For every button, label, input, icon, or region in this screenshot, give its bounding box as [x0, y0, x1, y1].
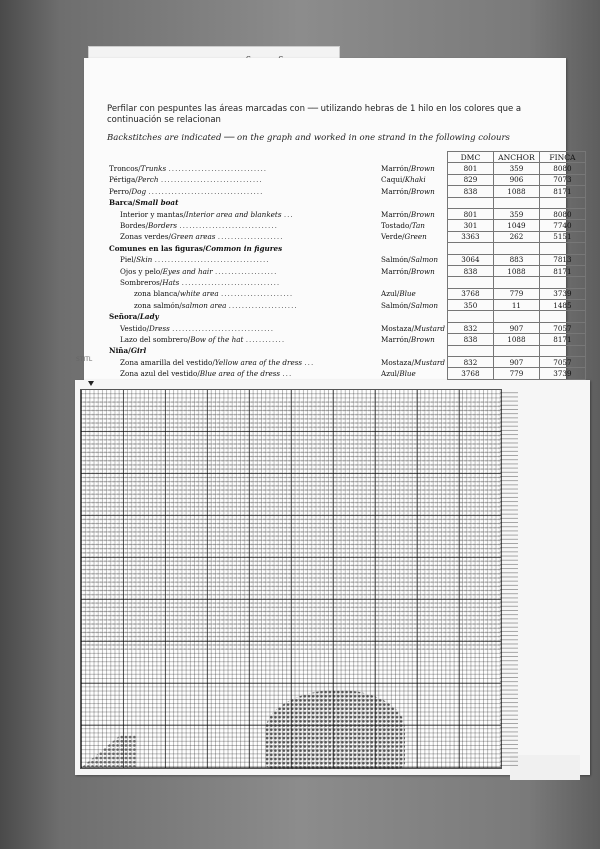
element-label-en: Skin: [136, 255, 153, 265]
table-row: [107, 220, 585, 231]
color-name-es: Azul/: [381, 369, 400, 379]
color-name-es: Marrón/: [381, 164, 411, 174]
finca-code: 7057: [539, 322, 585, 333]
color-name: [379, 174, 447, 185]
color-name-en: Brown: [410, 266, 435, 276]
grid-continuation: [500, 389, 518, 767]
color-name: [379, 208, 447, 219]
finca-code: 3739: [539, 288, 585, 299]
section-label-es: Barca/: [109, 198, 136, 208]
color-name-es: Verde/: [381, 232, 405, 242]
finca-code: [539, 277, 585, 288]
table-row: [107, 174, 585, 185]
leader-dots: ..............................: [181, 277, 281, 287]
element-label-es: Sombreros/: [120, 277, 163, 287]
element-label: [107, 288, 379, 299]
color-name: [379, 368, 447, 379]
table-row: [107, 163, 585, 174]
color-name-en: Brown: [410, 334, 435, 344]
leader-dots: ...................: [214, 266, 278, 276]
anchor-code: 1088: [493, 186, 539, 197]
dmc-code: 801: [447, 163, 493, 174]
element-label-es: zona salmón/: [134, 300, 182, 310]
dmc-code: 350: [447, 300, 493, 311]
color-name: [379, 163, 447, 174]
element-label-en: white area: [179, 289, 219, 299]
finca-code: 8171: [539, 186, 585, 197]
stitch-symbols-cluster: [265, 690, 405, 770]
anchor-code: 883: [493, 254, 539, 265]
leader-dots: ...............................: [172, 323, 274, 333]
finca-code: 7057: [539, 357, 585, 368]
color-name-en: Green: [404, 232, 427, 242]
section-label: [107, 311, 379, 322]
color-name-es: Marrón/: [381, 209, 411, 219]
section-label-es: Señora/: [109, 312, 140, 322]
element-label: [107, 277, 379, 288]
element-label: [107, 334, 379, 345]
dmc-code: 3768: [447, 368, 493, 379]
color-name: [379, 277, 447, 288]
element-label: [107, 174, 379, 185]
header-anchor: ANCHOR: [493, 152, 539, 163]
anchor-code: 907: [493, 357, 539, 368]
element-label-en: Perch: [137, 175, 159, 185]
section-label-en: Common in figures: [205, 243, 283, 253]
element-label-es: Ojos y pelo/: [120, 266, 163, 276]
element-label: [107, 163, 379, 174]
color-name-en: Salmon: [410, 255, 438, 265]
dmc-code: 301: [447, 220, 493, 231]
element-label-es: Bordes/: [120, 221, 149, 231]
color-name-es: Azul/: [381, 289, 400, 299]
anchor-code: 262: [493, 231, 539, 242]
anchor-code: 359: [493, 208, 539, 219]
color-name-en: Brown: [410, 186, 435, 196]
leader-dots: ...: [283, 209, 294, 219]
leader-dots: ...: [282, 369, 293, 379]
color-name: [379, 254, 447, 265]
color-name-en: Khaki: [404, 175, 426, 185]
table-row: [107, 277, 585, 288]
anchor-code: 1088: [493, 265, 539, 276]
color-name-es: Salmón/: [381, 300, 411, 310]
leader-dots: ...............................: [160, 175, 263, 185]
element-label: [107, 220, 379, 231]
margin-note: STITL: [76, 356, 93, 363]
finca-code: 3739: [539, 368, 585, 379]
element-label-en: Blue area of the dress: [199, 369, 281, 379]
chart-center-arrow-icon: [88, 381, 94, 386]
element-label-en: Dog: [131, 186, 147, 196]
table-row: [107, 254, 585, 265]
color-name-es: Tostado/: [381, 221, 412, 231]
element-label-es: Perro/: [109, 186, 132, 196]
element-label-es: Zona azul del vestido/: [120, 369, 200, 379]
element-label-es: Piel/: [120, 255, 137, 265]
finca-code: 8171: [539, 334, 585, 345]
anchor-code: 907: [493, 322, 539, 333]
intro-english: Backstitches are indicated ── on the graph and worked in one strand in the following colours: [107, 133, 510, 143]
element-label-en: Bow of the hat: [190, 334, 244, 344]
color-name: [379, 220, 447, 231]
element-label: [107, 368, 379, 379]
header-dmc: DMC: [447, 152, 493, 163]
color-name: [379, 300, 447, 311]
element-label-es: Zonas verdes/: [120, 232, 171, 242]
color-name-en: Mustard: [414, 357, 445, 367]
finca-code: 1485: [539, 300, 585, 311]
dmc-code: [447, 277, 493, 288]
color-name-es: Caqui/: [381, 175, 405, 185]
color-name: [379, 265, 447, 276]
element-label-es: zona blanca/: [134, 289, 180, 299]
element-label-es: Zona amarilla del vestido/: [120, 357, 215, 367]
anchor-code: 11: [493, 300, 539, 311]
color-name-es: Marrón/: [381, 334, 411, 344]
element-label: [107, 300, 379, 311]
color-name-en: Tan: [411, 221, 425, 231]
section-label: [107, 345, 379, 356]
color-name: [379, 334, 447, 345]
element-label: [107, 357, 379, 368]
table-header-row: [107, 152, 585, 163]
color-name-en: Salmon: [410, 300, 438, 310]
dmc-code: 3363: [447, 231, 493, 242]
leader-dots: ............: [245, 334, 286, 344]
color-name-es: Mostaza/: [381, 323, 415, 333]
leader-dots: ...: [304, 357, 315, 367]
section-header-row: [107, 243, 585, 254]
element-label: [107, 231, 379, 242]
section-label-en: Small boat: [135, 198, 179, 208]
element-label: [107, 208, 379, 219]
element-label-en: Yellow area of the dress: [214, 357, 303, 367]
element-label: [107, 186, 379, 197]
section-label: [107, 197, 379, 208]
color-name-en: Blue: [399, 289, 416, 299]
dmc-code: 3768: [447, 288, 493, 299]
anchor-code: 779: [493, 288, 539, 299]
anchor-code: 1088: [493, 334, 539, 345]
table-row: [107, 208, 585, 219]
section-header-row: [107, 197, 585, 208]
color-name-en: Brown: [410, 209, 435, 219]
element-label: [107, 265, 379, 276]
element-label-es: Vestido/: [120, 323, 150, 333]
color-name-en: Blue: [399, 369, 416, 379]
dmc-code: 832: [447, 322, 493, 333]
color-name-es: Marrón/: [381, 186, 411, 196]
color-name: [379, 357, 447, 368]
color-name-en: Brown: [410, 164, 435, 174]
color-name-es: Marrón/: [381, 266, 411, 276]
finca-code: 5151: [539, 231, 585, 242]
header-finca: FINCA: [539, 152, 585, 163]
dmc-code: 801: [447, 208, 493, 219]
element-label-es: Pértiga/: [109, 175, 138, 185]
dmc-code: 3064: [447, 254, 493, 265]
anchor-code: 779: [493, 368, 539, 379]
element-label-en: Hats: [162, 277, 180, 287]
stitch-shading: [82, 400, 500, 650]
anchor-code: 1049: [493, 220, 539, 231]
finca-code: 7073: [539, 174, 585, 185]
finca-code: 7813: [539, 254, 585, 265]
leader-dots: ....................: [217, 232, 284, 242]
dmc-code: 838: [447, 186, 493, 197]
element-label-en: Green areas: [170, 232, 216, 242]
element-label-es: Troncos/: [109, 164, 141, 174]
section-label: [107, 243, 379, 254]
element-label-es: Lazo del sombrero/: [120, 334, 191, 344]
leader-dots: ..............................: [168, 164, 268, 174]
element-label-en: Trunks: [140, 164, 167, 174]
leader-dots: .....................: [228, 300, 298, 310]
table-row: [107, 265, 585, 276]
section-label-es: Niña/: [109, 346, 131, 356]
finca-code: 8171: [539, 265, 585, 276]
dmc-code: 838: [447, 265, 493, 276]
table-row: [107, 300, 585, 311]
leader-dots: ...................................: [154, 255, 270, 265]
element-label-en: salmon area: [181, 300, 227, 310]
color-name-en: Mustard: [414, 323, 445, 333]
color-name: [379, 186, 447, 197]
page-edge: [510, 755, 580, 780]
element-label-es: Interior y mantas/: [120, 209, 186, 219]
table-row: [107, 186, 585, 197]
element-label-en: Eyes and hair: [162, 266, 213, 276]
table-row: [107, 357, 585, 368]
leader-dots: ......................: [220, 289, 294, 299]
element-label-en: Dress: [149, 323, 170, 333]
finca-code: 8080: [539, 163, 585, 174]
section-label-en: Girl: [130, 346, 147, 356]
anchor-code: 359: [493, 163, 539, 174]
section-header-row: [107, 345, 585, 356]
leader-dots: ...................................: [148, 186, 264, 196]
color-name: [379, 322, 447, 333]
table-row: [107, 288, 585, 299]
table-row: [107, 334, 585, 345]
intro-spanish: Perfilar con pespuntes las áreas marcadas con ── utilizando hebras de 1 hilo en los colores que a continuación se relacionan: [107, 104, 522, 125]
leader-dots: ..............................: [179, 221, 278, 231]
dmc-code: 832: [447, 357, 493, 368]
section-label-en: Lady: [139, 312, 159, 322]
dmc-code: 838: [447, 334, 493, 345]
color-key-table: [107, 151, 586, 380]
element-label: [107, 254, 379, 265]
element-label: [107, 322, 379, 333]
color-name: [379, 288, 447, 299]
color-name: [379, 231, 447, 242]
element-label-en: Interior area and blankets: [185, 209, 282, 219]
section-label-es: Comunes en las figuras/: [109, 243, 206, 253]
anchor-code: 906: [493, 174, 539, 185]
finca-code: 7740: [539, 220, 585, 231]
color-name-es: Salmón/: [381, 255, 411, 265]
finca-code: 8080: [539, 208, 585, 219]
color-name-es: Mostaza/: [381, 357, 415, 367]
anchor-code: [493, 277, 539, 288]
dmc-code: 829: [447, 174, 493, 185]
table-row: [107, 322, 585, 333]
element-label-en: Borders: [148, 221, 178, 231]
table-row: [107, 368, 585, 379]
section-header-row: [107, 311, 585, 322]
table-row: [107, 231, 585, 242]
